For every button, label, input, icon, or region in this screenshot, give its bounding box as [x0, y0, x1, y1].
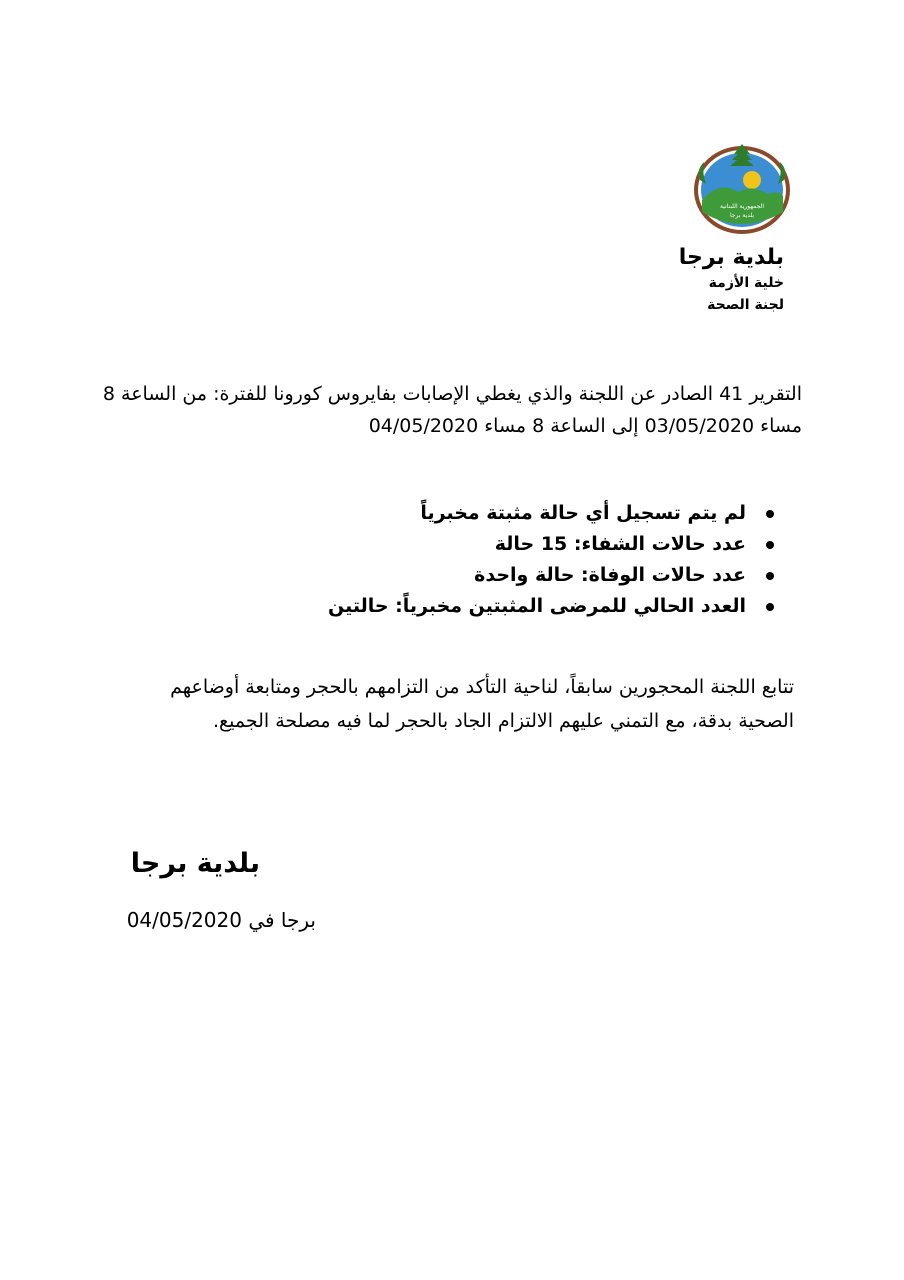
seal-text-bottom: بلدية برجا [729, 212, 755, 219]
sun-icon [743, 171, 761, 189]
date-line: برجا في 04/05/2020 [126, 908, 316, 932]
report-intro: التقرير 41 الصادر عن اللجنة والذي يغطي الإصابات بفايروس كورونا للفترة: من الساعة 8 مساء 03/05/2020 إلى الساعة 8 مساء 04/05/2020 [102, 383, 802, 437]
bullet-icon [766, 572, 774, 580]
bullet-text-recoveries: عدد حالات الشفاء: 15 حالة [494, 533, 746, 555]
seal-text-top: الجمهورية اللبنانية [719, 203, 765, 210]
list-item [174, 591, 774, 622]
report-bullets [174, 498, 774, 622]
list-item [174, 560, 774, 591]
bullet-icon [766, 510, 774, 518]
bullet-text-active-cases: العدد الحالي للمرضى المثبتين مخبرياً: حالتين [327, 595, 746, 617]
seal-graphic [690, 140, 794, 236]
bullet-icon [766, 541, 774, 549]
list-item [174, 529, 774, 560]
signature-name: بلدية برجا [130, 848, 260, 879]
bullet-icon [766, 603, 774, 611]
bullet-text-deaths: عدد حالات الوفاة: حالة واحدة [474, 564, 746, 586]
bullet-text-no-new-cases: لم يتم تسجيل أي حالة مثبتة مخبرياً [420, 502, 746, 524]
followup-paragraph: تتابع اللجنة المحجورين سابقاً، لناحية التأكد من التزامهم بالحجر ومتابعة أوضاعهم الصحية بدقة، مع التمني عليهم الالتزام الجاد بالحجر لما فيه مصلحة الجميع. [170, 676, 794, 732]
municipality-seal-icon [690, 140, 794, 236]
list-item [174, 498, 774, 529]
letterhead [524, 244, 784, 316]
org-name: بلدية برجا [678, 245, 784, 270]
crisis-cell-label: خلية الأزمة [708, 275, 784, 291]
health-committee-label: لجنة الصحة [707, 297, 784, 313]
